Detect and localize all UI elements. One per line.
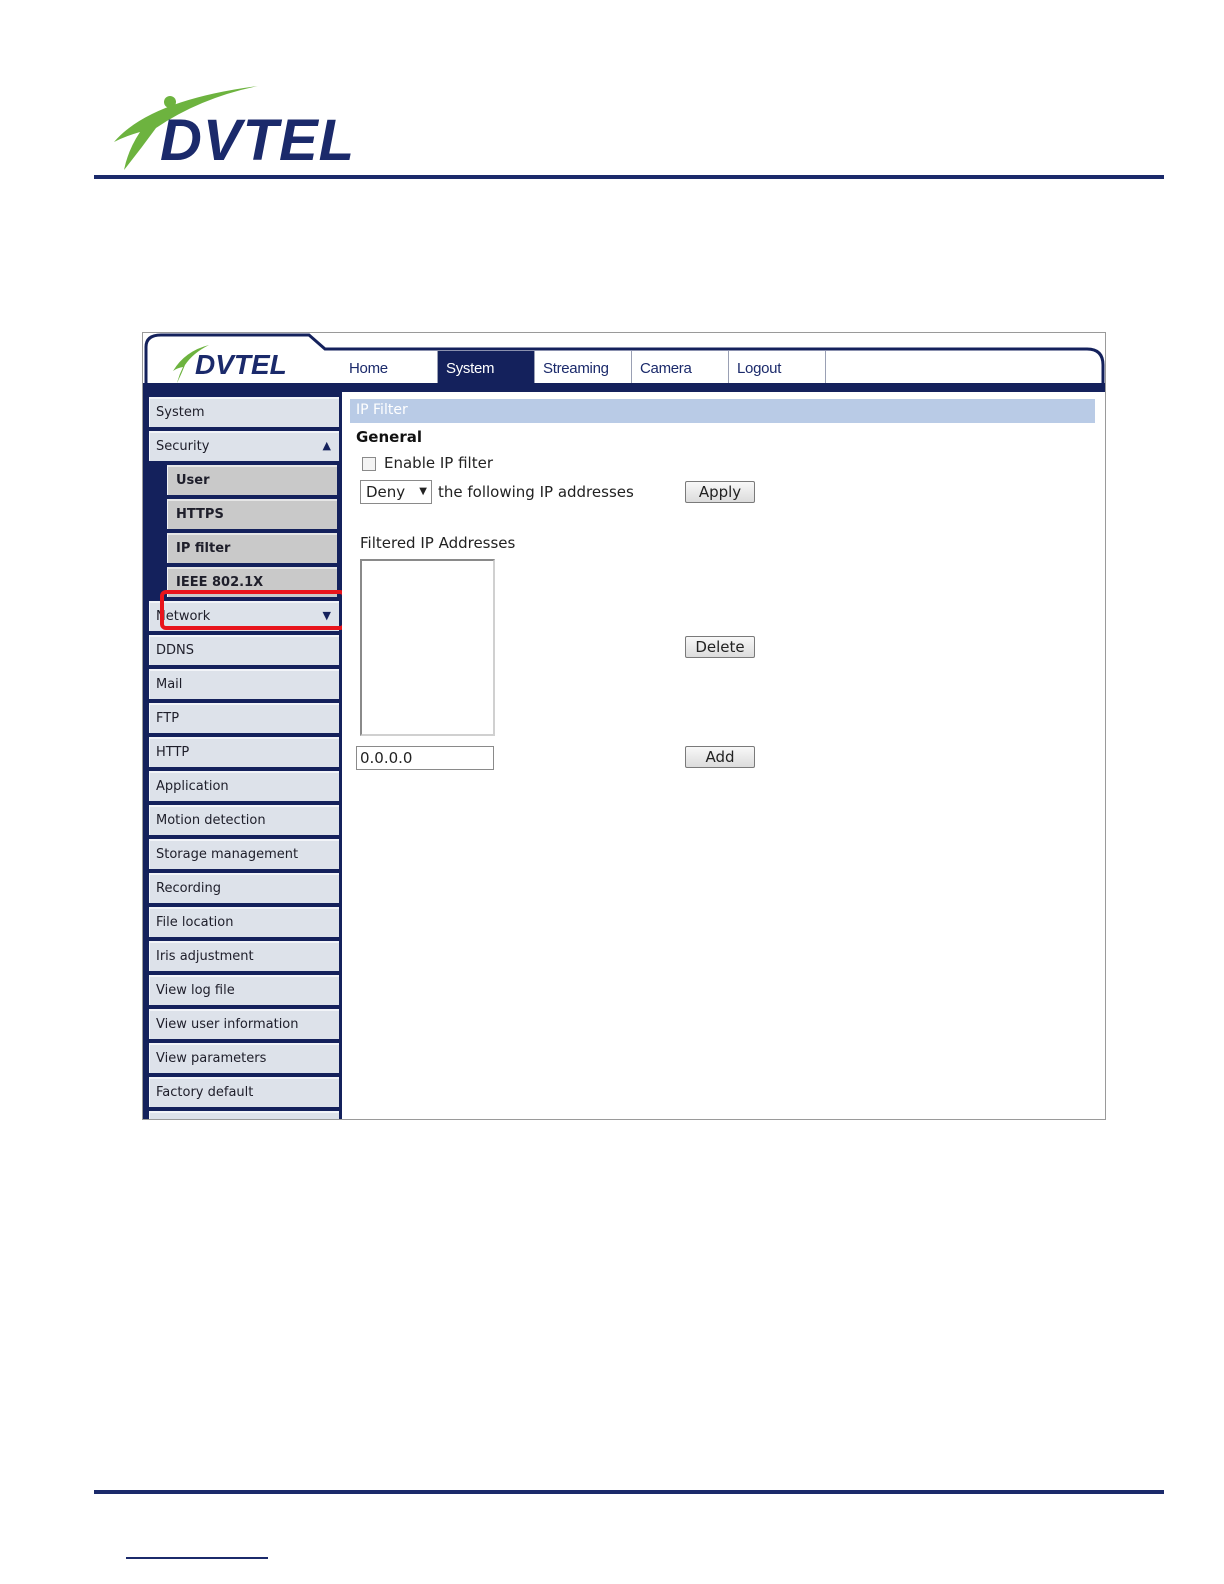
policy-select[interactable] [360, 480, 432, 504]
nav-underline [143, 383, 1105, 392]
policy-select-value: Deny [366, 483, 406, 501]
camera-web-ui-screenshot [142, 332, 1106, 1120]
sidebar-item-label: Application [156, 779, 229, 794]
sidebar-item-motion-detection[interactable] [149, 805, 339, 835]
top-nav-tabs [341, 351, 826, 383]
header-rule [94, 175, 1164, 179]
tab-system[interactable]: System [438, 351, 535, 383]
app-logo[interactable] [171, 343, 321, 385]
enable-ip-filter-checkbox[interactable] [362, 457, 376, 471]
app-logo-wordmark: DVTEL [195, 349, 287, 380]
sidebar-item-label: System [156, 405, 205, 420]
sidebar-item-label: Iris adjustment [156, 949, 254, 964]
sidebar-item-http[interactable] [149, 737, 339, 767]
footer-rule [94, 1490, 1164, 1494]
tab-camera[interactable]: Camera [632, 351, 729, 383]
sidebar-item-security[interactable] [149, 431, 339, 461]
sidebar-item-label: File location [156, 915, 234, 930]
sidebar-item-ddns[interactable] [149, 635, 339, 665]
sidebar-item-label: IP filter [176, 541, 231, 556]
following-text: the following IP addresses [438, 483, 634, 501]
ip-filter-panel [342, 392, 1105, 1120]
tab-logout[interactable]: Logout [729, 351, 826, 383]
logo-wordmark: DVTEL [160, 108, 356, 173]
dropdown-arrow-icon: ▼ [419, 486, 427, 497]
sidebar-item-label: HTTP [156, 745, 190, 760]
sidebar-item-view-user-information[interactable] [149, 1009, 339, 1039]
sidebar-item-label: HTTPS [176, 507, 224, 522]
delete-button[interactable]: Delete [685, 636, 755, 658]
sidebar-item-application[interactable] [149, 771, 339, 801]
sidebar-item-label: IEEE 802.1X [176, 575, 264, 590]
sidebar-item-label: Storage management [156, 847, 299, 862]
filtered-ip-listbox[interactable] [360, 559, 495, 736]
tab-home[interactable]: Home [341, 351, 438, 383]
sidebar-item-cutoff[interactable] [149, 1111, 339, 1120]
chevron-up-icon: ▲ [322, 439, 331, 452]
sidebar-item-storage-management[interactable] [149, 839, 339, 869]
sidebar-item-label: Security [156, 439, 210, 454]
sidebar-item-view-parameters[interactable] [149, 1043, 339, 1073]
sidebar-item-label: Motion detection [156, 813, 266, 828]
sidebar-item-label: Recording [156, 881, 222, 896]
sidebar-item-iris-adjustment[interactable] [149, 941, 339, 971]
sidebar-item-recording[interactable] [149, 873, 339, 903]
sidebar-item-label: View parameters [156, 1051, 267, 1066]
sidebar-item-label: DDNS [156, 643, 194, 658]
ip-filter-highlight-box [160, 590, 346, 630]
add-button[interactable]: Add [685, 746, 755, 768]
sidebar-item-label: User [176, 473, 210, 488]
dvtel-logo [110, 80, 356, 176]
sidebar-item-file-location[interactable] [149, 907, 339, 937]
sidebar-item-system[interactable] [149, 397, 339, 427]
sidebar-item-factory-default[interactable] [149, 1077, 339, 1107]
sidebar-item-label: View log file [156, 983, 235, 998]
sidebar-item-mail[interactable] [149, 669, 339, 699]
filtered-ip-label: Filtered IP Addresses [360, 534, 516, 552]
section-title-bar: IP Filter [350, 399, 1095, 423]
sidebar-item-label: FTP [156, 711, 180, 726]
tab-streaming[interactable]: Streaming [535, 351, 632, 383]
sidebar-item-ftp[interactable] [149, 703, 339, 733]
chevron-down-icon: ▼ [322, 609, 331, 622]
sidebar-item-view-log-file[interactable] [149, 975, 339, 1005]
ip-address-input[interactable]: 0.0.0.0 [356, 746, 494, 770]
sidebar-item-ip-filter[interactable] [167, 533, 337, 563]
enable-ip-filter-label: Enable IP filter [384, 454, 493, 472]
sidebar-item-label: Mail [156, 677, 183, 692]
sidebar-item-user[interactable] [167, 465, 337, 495]
sidebar-item-label: Network [156, 609, 211, 624]
general-heading: General [356, 428, 422, 446]
sidebar-item-https[interactable] [167, 499, 337, 529]
sidebar-item-label: View user information [156, 1017, 299, 1032]
sidebar [143, 392, 342, 1120]
footer-link-underline [126, 1557, 268, 1559]
apply-button[interactable]: Apply [685, 481, 755, 503]
sidebar-item-label: Factory default [156, 1085, 254, 1100]
